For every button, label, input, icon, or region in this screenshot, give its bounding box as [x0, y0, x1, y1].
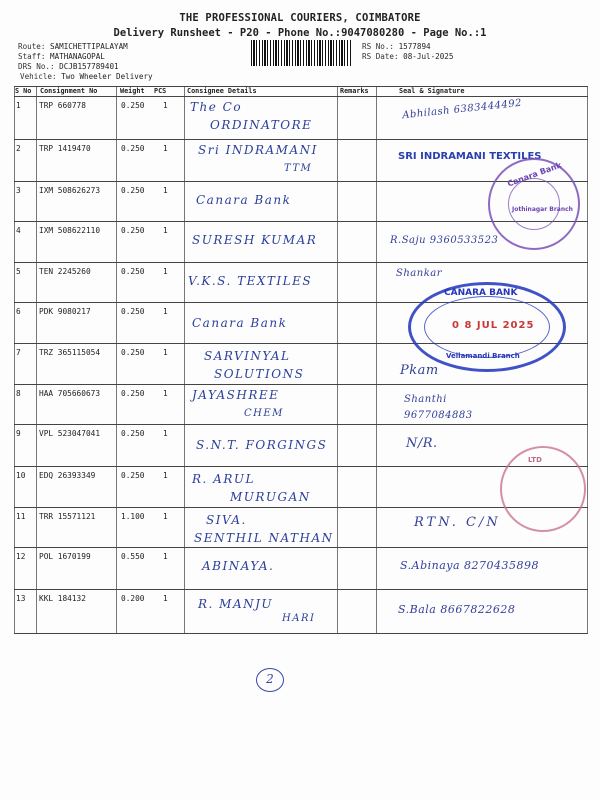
weight-cell: 0.250 [121, 429, 145, 438]
canara-big-date: 0 8 JUL 2025 [452, 320, 535, 331]
sno-cell: 10 [16, 471, 26, 480]
rs-no-value: 1577894 [398, 42, 431, 51]
sno-cell: 9 [16, 429, 21, 438]
sno-cell: 2 [16, 144, 21, 153]
canara-big-stamp-text: CANARA BANK [444, 288, 518, 298]
col-divider [116, 86, 117, 634]
barcode-image [251, 40, 351, 66]
consignment-cell: POL 1670199 [39, 552, 91, 561]
consignee-handwriting: V.K.S. TEXTILES [188, 274, 313, 288]
pcs-cell: 1 [163, 594, 168, 603]
canara-small-stamp-text: Canara Bank [506, 160, 563, 189]
weight-cell: 0.250 [121, 144, 145, 153]
consignment-cell: TRP 1419470 [39, 144, 91, 153]
sri-indramani-stamp: SRI INDRAMANI TEXTILES [398, 151, 542, 162]
consignment-cell: TRP 660778 [39, 101, 86, 110]
ltd-stamp-text: LTD [528, 456, 542, 464]
drs-value: DCJB157789401 [59, 62, 119, 71]
pcs-cell: 1 [163, 348, 168, 357]
consignment-cell: IXM 508626273 [39, 186, 101, 195]
pcs-cell: 1 [163, 389, 168, 398]
pcs-cell: 1 [163, 307, 168, 316]
row-divider [14, 466, 588, 467]
col-divider [14, 86, 15, 634]
rs-no-line: RS No.: 1577894 [362, 42, 431, 51]
pcs-cell: 1 [163, 144, 168, 153]
consignee-handwriting: Sri INDRAMANI [198, 143, 318, 157]
consignee-handwriting: ABINAYA. [202, 559, 275, 573]
consignment-cell: TRR 15571121 [39, 512, 96, 521]
pcs-cell: 1 [163, 512, 168, 521]
consignee-handwriting: TTM [284, 163, 313, 174]
weight-cell: 0.250 [121, 348, 145, 357]
pcs-cell: 1 [163, 267, 168, 276]
sno-cell: 5 [16, 267, 21, 276]
weight-cell: 0.250 [121, 101, 145, 110]
row-divider [14, 86, 588, 87]
consignee-handwriting: Canara Bank [192, 316, 288, 330]
consignee-handwriting: SIVA. [206, 513, 247, 527]
weight-cell: 0.200 [121, 594, 145, 603]
signature: S.Abinaya 8270435898 [400, 559, 540, 572]
weight-cell: 1.100 [121, 512, 145, 521]
consignee-handwriting: SENTHIL NATHAN [194, 531, 334, 545]
pcs-cell: 1 [163, 471, 168, 480]
handwritten-page-number: 2 [256, 668, 284, 692]
signature: S.Bala 8667822628 [398, 603, 516, 616]
consignee-handwriting: SOLUTIONS [214, 367, 305, 381]
row-divider [14, 424, 588, 425]
consignee-handwriting: The Co [190, 100, 243, 114]
pcs-cell: 1 [163, 226, 168, 235]
pcs-cell: 1 [163, 552, 168, 561]
weight-cell: 0.550 [121, 552, 145, 561]
consignment-cell: EDQ 26393349 [39, 471, 96, 480]
signature: R.Saju 9360533523 [390, 235, 499, 246]
header-pcs: PCS [154, 87, 167, 95]
consignee-handwriting: MURUGAN [230, 490, 311, 504]
signature: RTN. C/N [414, 515, 501, 530]
route-line: Route: SAMICHETTIPALAYAM [18, 42, 128, 51]
consignee-handwriting: SARVINYAL [204, 349, 291, 363]
vehicle-value: Two Wheeler Delivery [61, 72, 153, 81]
consignment-cell: HAA 705660673 [39, 389, 101, 398]
consignment-cell: PDK 9080217 [39, 307, 91, 316]
weight-cell: 0.250 [121, 186, 145, 195]
ltd-round-seal [500, 446, 586, 532]
consignee-handwriting: S.N.T. FORGINGS [196, 438, 328, 452]
pcs-cell: 1 [163, 101, 168, 110]
col-divider [337, 86, 338, 634]
consignee-handwriting: JAYASHREE [192, 388, 280, 402]
row-divider [14, 139, 588, 140]
weight-cell: 0.250 [121, 267, 145, 276]
col-divider [184, 86, 185, 634]
header-weight: Weight [120, 87, 145, 95]
col-divider [36, 86, 37, 634]
canara-small-branch-text: Jothinagar Branch [512, 206, 573, 213]
vehicle-line: Vehicle: Two Wheeler Delivery [20, 72, 153, 81]
consignment-cell: KKL 184132 [39, 594, 86, 603]
company-title: THE PROFESSIONAL COURIERS, COIMBATORE [179, 12, 421, 24]
sno-cell: 11 [16, 512, 26, 521]
weight-cell: 0.250 [121, 226, 145, 235]
row-divider [14, 589, 588, 590]
header-consignee: Consignee Details [187, 87, 257, 95]
col-divider [376, 86, 377, 634]
sno-cell: 4 [16, 226, 21, 235]
consignee-handwriting: HARI [282, 613, 316, 624]
row-divider [14, 96, 588, 97]
consignment-cell: TEN 2245260 [39, 267, 91, 276]
signature: Abhilash 6383444492 [401, 97, 523, 122]
header-remarks: Remarks [340, 87, 369, 95]
weight-cell: 0.250 [121, 307, 145, 316]
consignee-handwriting: R. ARUL [192, 472, 255, 486]
sno-cell: 3 [16, 186, 21, 195]
rs-date-value: 08-Jul-2025 [403, 52, 454, 61]
signature: Shankar [396, 268, 442, 279]
consignment-cell: IXM 508622110 [39, 226, 101, 235]
weight-cell: 0.250 [121, 389, 145, 398]
consignee-handwriting: SURESH KUMAR [192, 233, 318, 247]
consignment-cell: TRZ 365115054 [39, 348, 101, 357]
header-consignment: Consignment No [40, 87, 98, 95]
signature: Shanthi 9677084883 [404, 394, 473, 421]
pcs-cell: 1 [163, 186, 168, 195]
rs-date-line: RS Date: 08-Jul-2025 [362, 52, 454, 61]
sno-cell: 7 [16, 348, 21, 357]
signature: N/R. [406, 436, 438, 451]
consignment-cell: VPL 523047041 [39, 429, 101, 438]
consignee-handwriting: ORDINATORE [210, 118, 313, 132]
col-divider [587, 86, 588, 634]
route-value: SAMICHETTIPALAYAM [50, 42, 128, 51]
consignee-handwriting: CHEM [244, 408, 284, 419]
staff-value: MATHANAGOPAL [50, 52, 105, 61]
row-divider [14, 633, 588, 634]
row-divider [14, 507, 588, 508]
sno-cell: 6 [16, 307, 21, 316]
consignee-handwriting: R. MANJU [198, 597, 274, 611]
signature: Pkam [400, 363, 439, 378]
header-seal: Seal & Signature [399, 87, 465, 95]
row-divider [14, 384, 588, 385]
pcs-cell: 1 [163, 429, 168, 438]
runsheet-subtitle: Delivery Runsheet - P20 - Phone No.:9047080280 - Page No.:1 [113, 27, 487, 39]
staff-line: Staff: MATHANAGOPAL [18, 52, 105, 61]
sno-cell: 12 [16, 552, 26, 561]
sno-cell: 13 [16, 594, 26, 603]
row-divider [14, 547, 588, 548]
row-divider [14, 262, 588, 263]
header-sno: S No [15, 87, 32, 95]
sno-cell: 8 [16, 389, 21, 398]
drs-line: DRS No.: DCJB157789401 [18, 62, 119, 71]
weight-cell: 0.250 [121, 471, 145, 480]
canara-big-branch-text: Vellamandi Branch [446, 352, 520, 360]
sno-cell: 1 [16, 101, 21, 110]
consignee-handwriting: Canara Bank [196, 193, 292, 207]
